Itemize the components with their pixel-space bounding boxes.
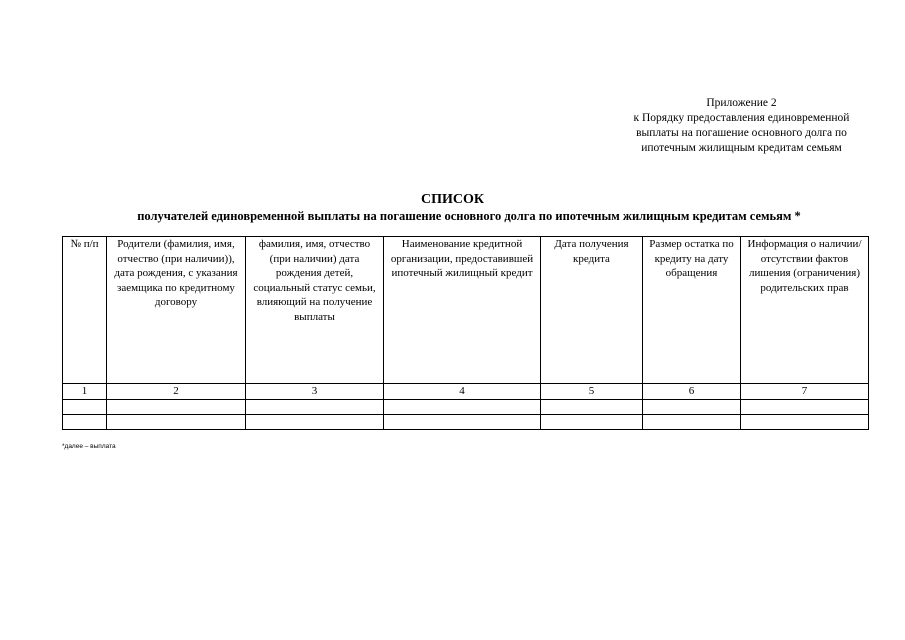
appendix-line: к Порядку предоставления единовременной (633, 112, 850, 124)
empty-cell (541, 399, 643, 414)
header-cell-parents: Родители (фамилия, имя, отчество (при наличии)), дата рождения, с указания заемщика по кредитному договору (107, 237, 246, 384)
column-number-cell: 5 (541, 384, 643, 400)
empty-cell (63, 399, 107, 414)
column-number-cell: 1 (63, 384, 107, 400)
column-number-cell: 6 (643, 384, 741, 400)
header-cell-balance: Размер остатка по кредиту на дату обращения (643, 237, 741, 384)
empty-cell (246, 414, 384, 429)
empty-cell (741, 399, 869, 414)
empty-cell (541, 414, 643, 429)
header-cell-children: фамилия, имя, отчество (при наличии) дата рождения детей, социальный статус семьи, влияющий на получение выплаты (246, 237, 384, 384)
empty-cell (107, 414, 246, 429)
empty-cell (741, 414, 869, 429)
empty-cell (643, 399, 741, 414)
header-cell-credit-date: Дата получения кредита (541, 237, 643, 384)
empty-cell (384, 399, 541, 414)
empty-cell (246, 399, 384, 414)
recipients-table (62, 236, 869, 430)
header-cell-parental-rights: Информация о наличии/отсутствии фактов лишения (ограничения) родительских прав (741, 237, 869, 384)
appendix-line: выплаты на погашение основного долга по (636, 127, 847, 139)
column-number-cell: 3 (246, 384, 384, 400)
column-number-row (63, 384, 869, 400)
column-number-cell: 7 (741, 384, 869, 400)
table-row (63, 414, 869, 429)
document-subtitle: получателей единовременной выплаты на погашение основного долга по ипотечным жилищным кредитам семьям * (137, 209, 801, 223)
header-cell-number: № п/п (63, 237, 107, 384)
table-row (63, 399, 869, 414)
empty-cell (63, 414, 107, 429)
appendix-line: ипотечным жилищным кредитам семьям (641, 142, 842, 154)
column-number-cell: 4 (384, 384, 541, 400)
table-header-row (63, 237, 869, 384)
header-cell-credit-organization: Наименование кредитной организации, предоставившей ипотечный жилищный кредит (384, 237, 541, 384)
document-title: СПИСОК (420, 192, 485, 207)
empty-cell (643, 414, 741, 429)
empty-cell (107, 399, 246, 414)
appendix-line: Приложение 2 (706, 97, 777, 109)
appendix-block (600, 96, 883, 156)
footnote: *далее – выплата (62, 443, 116, 450)
column-number-cell: 2 (107, 384, 246, 400)
empty-cell (384, 414, 541, 429)
